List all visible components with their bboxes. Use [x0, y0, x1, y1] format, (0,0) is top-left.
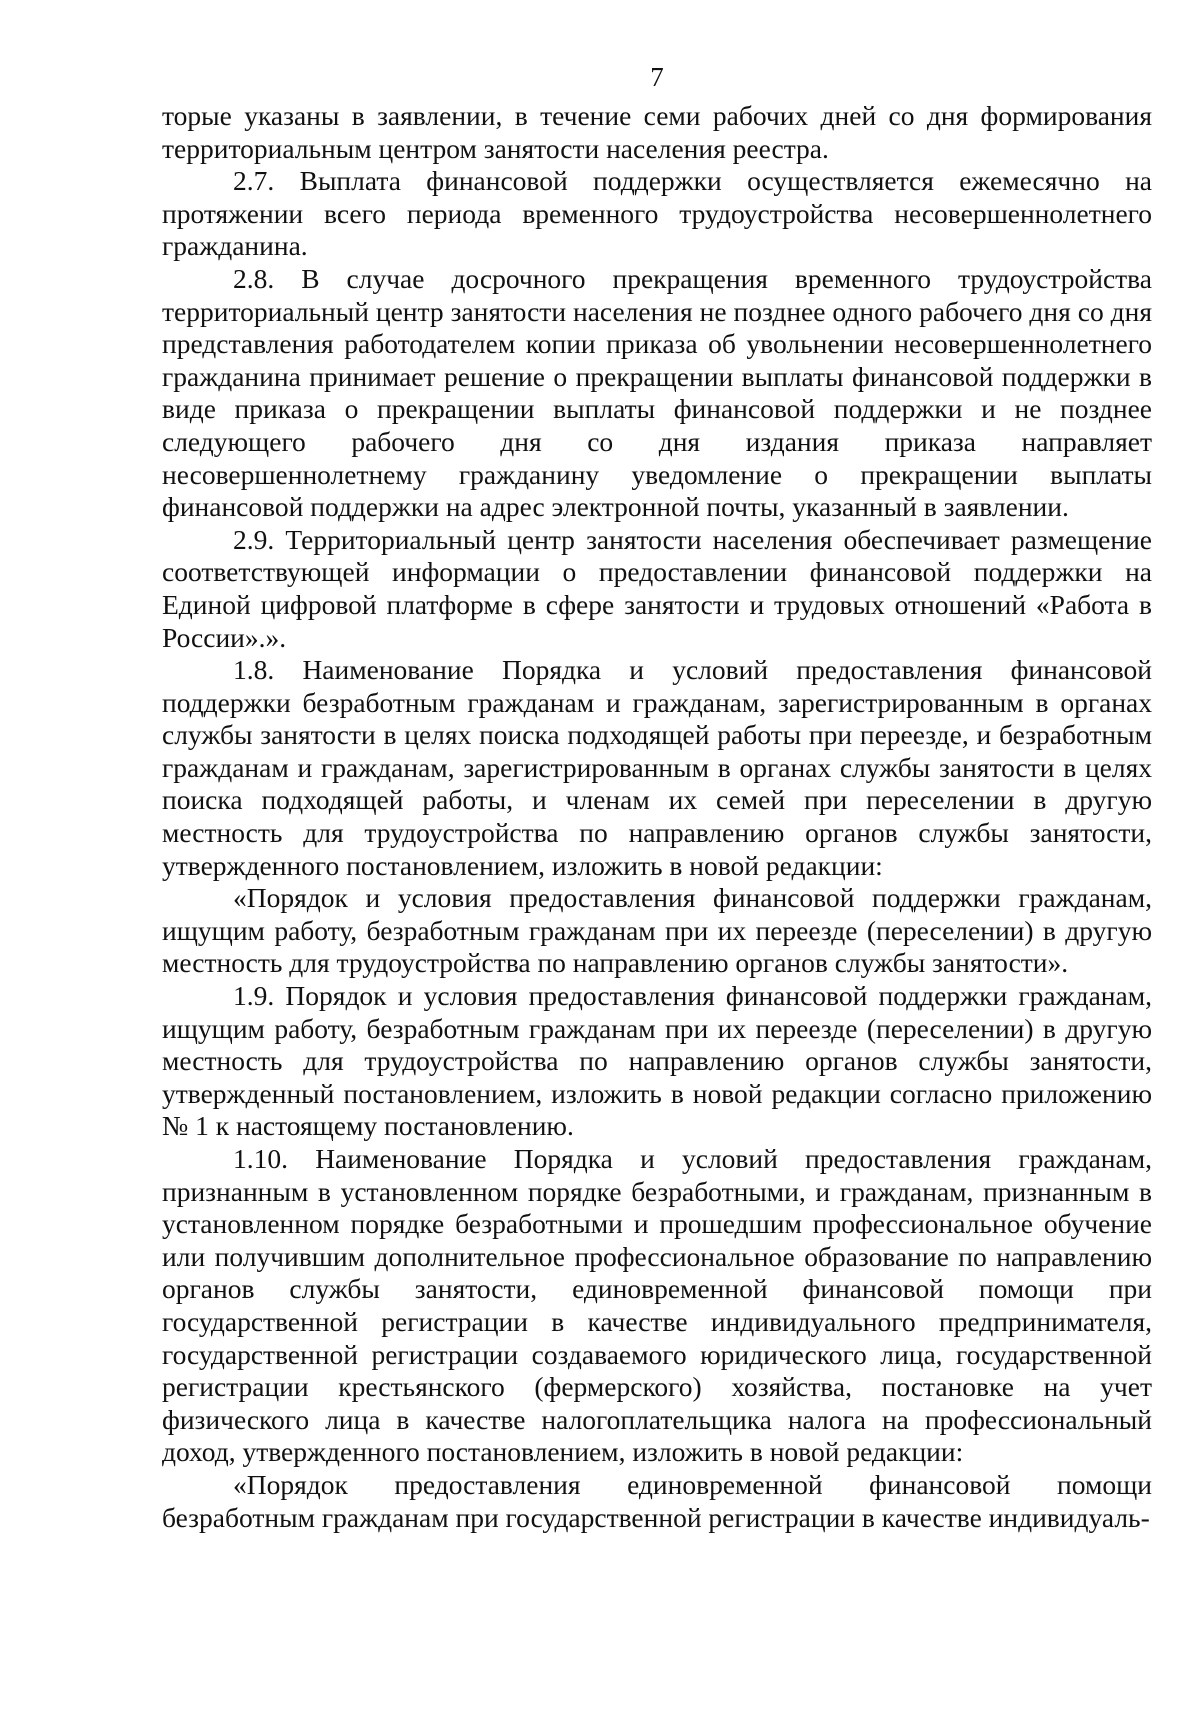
- paragraph-1-9: 1.9. Порядок и условия предоставления финансовой поддержки гражданам, ищущим работу, безработным гражданам при их переезде (переселении) в другую местность для трудоустройства по направлению органов службы занятости, утвержденный постановлением, изложить в новой редакции согласно приложению № 1 к настоящему постановлению.: [162, 980, 1152, 1142]
- paragraph-continuation: торые указаны в заявлении, в течение семи рабочих дней со дня формирования территориальным центром занятости населения реестра.: [162, 100, 1152, 164]
- paragraph-2-7: 2.7. Выплата финансовой поддержки осуществляется ежемесячно на протяжении всего периода временного трудоустройства несовершеннолетнего гражданина.: [162, 165, 1152, 262]
- page-number: 7: [650, 62, 664, 92]
- paragraph-quoted-title-2: «Порядок предоставления единовременной финансовой помощи безработным гражданам при государственной регистрации в качестве индивидуаль-: [162, 1468, 1152, 1533]
- paragraph-1-8: 1.8. Наименование Порядка и условий предоставления финансовой поддержки безработным гражданам и гражданам, зарегистрированным в органах службы занятости в целях поиска подходящей работы при переезде, и безработным гражданам и гражданам, зарегистрированным в органах службы занятости в целях поиска подходящей работы, и членам их семей при переселении в другую местность для трудоустройства по направлению органов службы занятости, утвержденного постановлением, изложить в новой редакции:: [162, 654, 1152, 881]
- paragraph-quoted-title-1: «Порядок и условия предоставления финансовой поддержки гражданам, ищущим работу, безработным гражданам при их переезде (переселении) в другую местность для трудоустройства по направлению органов службы занятости».: [162, 882, 1152, 979]
- paragraph-2-9: 2.9. Территориальный центр занятости населения обеспечивает размещение соответствующей информации о предоставлении финансовой поддержки на Единой цифровой платформе в сфере занятости и трудовых отношений «Работа в России».».: [162, 523, 1152, 653]
- paragraph-1-10: 1.10. Наименование Порядка и условий предоставления гражданам, признанным в установленном порядке безработными, и гражданам, признанным в установленном порядке безработными и прошедшим профессиональное обучение или получившим дополнительное профессиональное образование по направлению органов службы занятости, единовременной финансовой помощи при государственной регистрации в качестве индивидуального предпринимателя, государственной регистрации создаваемого юридического лица, государственной регистрации крестьянского (фермерского) хозяйства, постановке на учет физического лица в качестве налогоплательщика налога на профессиональный доход, утвержденного постановлением, изложить в новой редакции:: [162, 1143, 1152, 1468]
- document-page: [162, 60, 1152, 1534]
- paragraph-2-8: 2.8. В случае досрочного прекращения временного трудоустройства территориальный центр занятости населения не позднее одного рабочего дня со дня представления работодателем копии приказа об увольнении несовершеннолетнего гражданина принимает решение о прекращении выплаты финансовой поддержки в виде приказа о прекращении выплаты финансовой поддержки и не позднее следующего рабочего дня со дня издания приказа направляет несовершеннолетнему гражданину уведомление о прекращении выплаты финансовой поддержки на адрес электронной почты, указанный в заявлении.: [162, 262, 1152, 523]
